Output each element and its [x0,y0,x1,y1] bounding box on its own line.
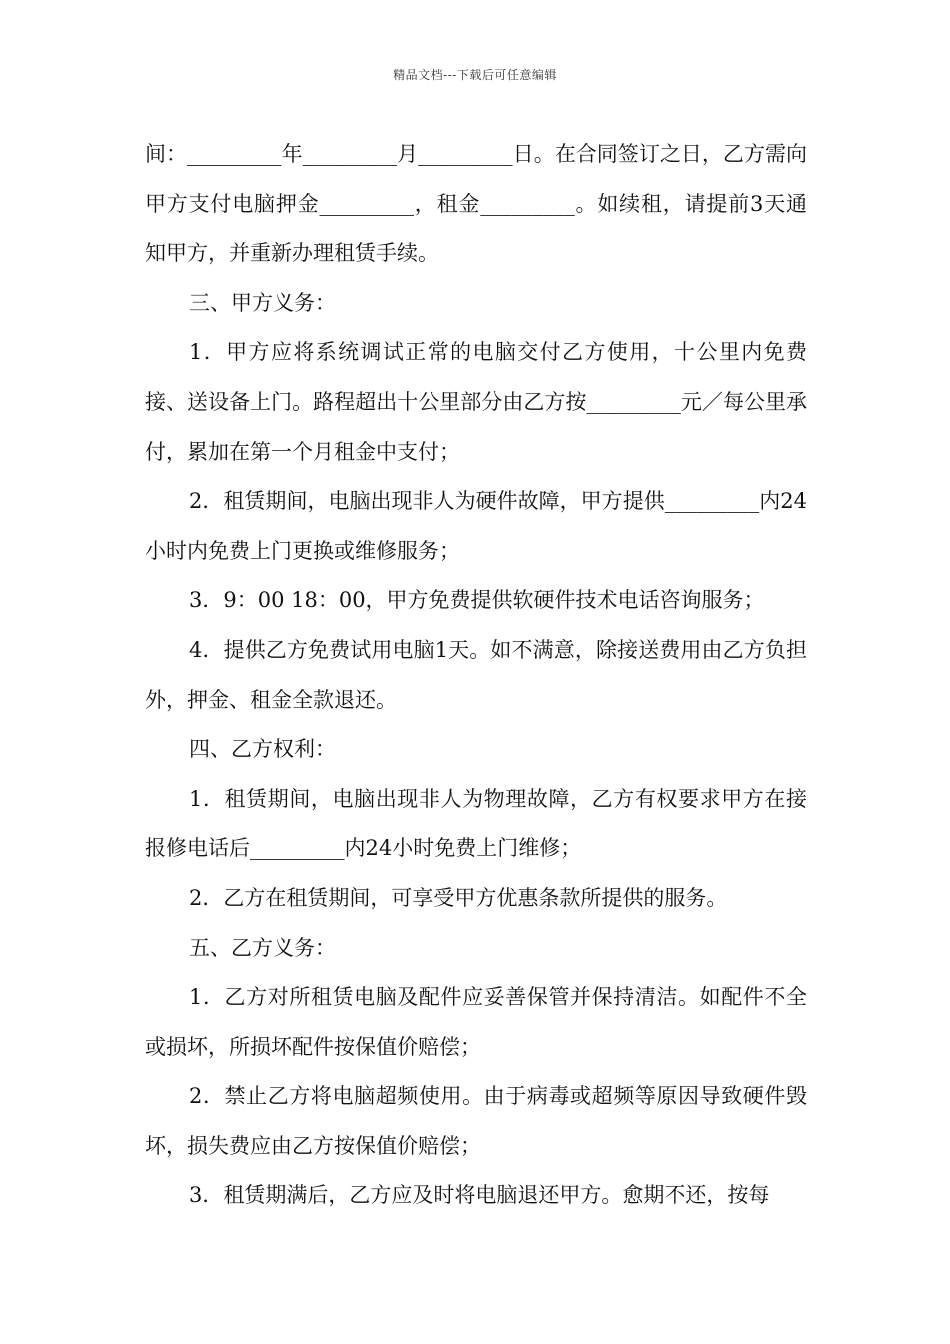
section-heading-party-a-obligations: 三、甲方义务： [189,290,336,315]
clause-b-obligations-2: 2．禁止乙方将电脑超频使用。由于病毒或超频等原因导致硬件毁坏，损失费应由乙方按保值价赔偿； [145,1084,807,1158]
page-header: 精品文档---下载后可任意编辑 [393,68,557,82]
section-heading-party-b-obligations: 五、乙方义务： [189,935,336,960]
clause-b-obligations-3: 3．租赁期满后，乙方应及时将电脑退还甲方。愈期不还，按每 [189,1183,770,1208]
clause-a1-delivery: 1．甲方应将系统调试正常的电脑交付乙方使用，十公里内免费接、送设备上门。路程超出十公里部分由乙方按_________元／每公里承付，累加在第一个月租金中支付； [145,340,807,464]
document-body [145,130,807,1221]
clause-b-obligations-1: 1．乙方对所租赁电脑及配件应妥善保管并保持清洁。如配件不全或损坏，所损坏配件按保值价赔偿； [145,985,807,1059]
section-heading-party-b-rights: 四、乙方权利： [189,737,336,762]
clause-a3-hotline: 3．9：00 18：00，甲方免费提供软硬件技术电话咨询服务； [189,588,765,613]
clause-a2-repair: 2．租赁期间，电脑出现非人为硬件故障，甲方提供_________内24小时内免费上门更换或维修服务； [145,489,807,563]
clause-b-rights-2: 2．乙方在租赁期间，可享受甲方优惠条款所提供的服务。 [189,885,728,910]
clause-b-rights-1: 1．租赁期间，电脑出现非人为物理故障，乙方有权要求甲方在接报修电话后_________内24小时免费上门维修； [145,786,807,861]
paragraph-rental-period: 间：_________年_________月_________日。在合同签订之日，乙方需向甲方支付电脑押金_________，租金_________。如续租，请提前3天通知甲方，并重新办理租赁手续。 [145,142,807,266]
clause-a4-trial: 4．提供乙方免费试用电脑1天。如不满意，除接送费用由乙方负担外，押金、租金全款退还。 [145,637,807,712]
